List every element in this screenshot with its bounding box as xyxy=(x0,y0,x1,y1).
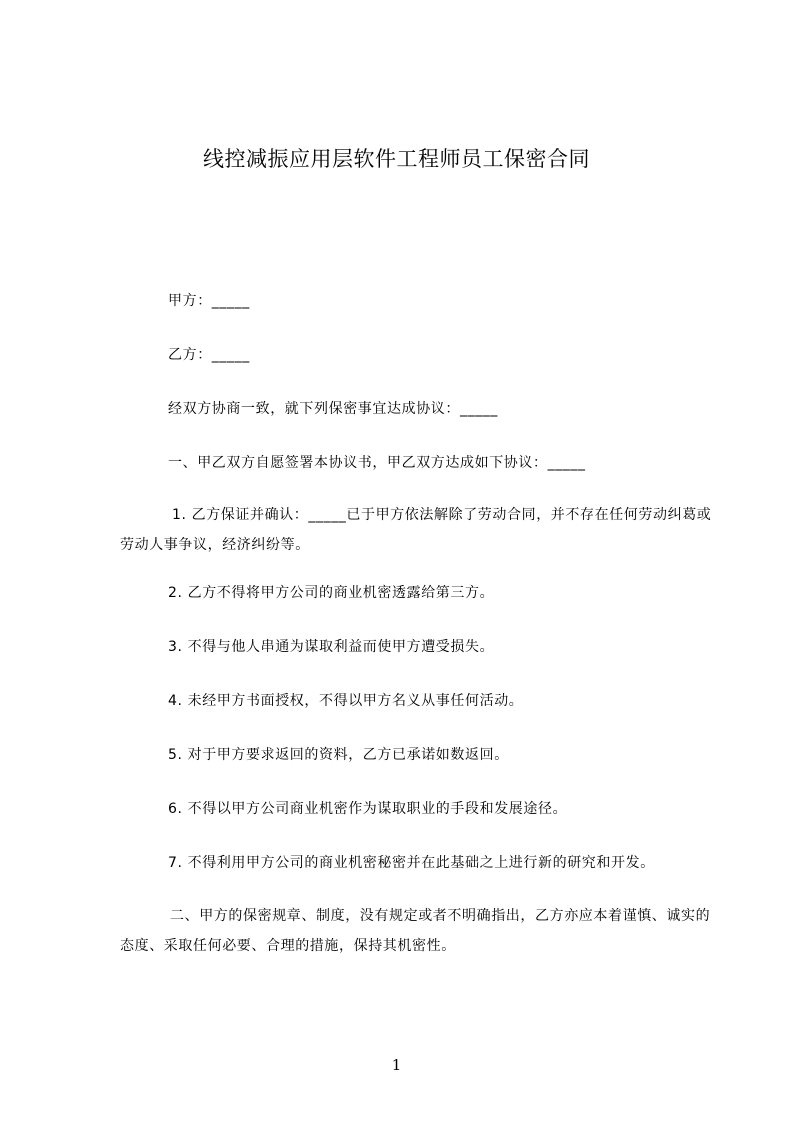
clause-3: 3. 不得与他人串通为谋取利益而使甲方遭受损失。 xyxy=(168,639,495,655)
party-a-line: 甲方：_____ xyxy=(168,293,250,309)
clause-7: 7. 不得利用甲方公司的商业机密秘密并在此基础之上进行新的研究和开发。 xyxy=(168,855,655,871)
clause-6: 6. 不得以甲方公司商业机密作为谋取职业的手段和发展途径。 xyxy=(168,801,568,817)
clause-4: 4. 未经甲方书面授权，不得以甲方名义从事任何活动。 xyxy=(168,693,524,709)
document-title: 线控减振应用层软件工程师员工保密合同 xyxy=(203,147,590,171)
clause-2: 2. 乙方不得将甲方公司的商业机密透露给第三方。 xyxy=(168,585,495,601)
clause-1: 1. 乙方保证并确认：_____已于甲方依法解除了劳动合同，并不存在任何劳动纠葛或劳动人事争议，经济纠纷等。 xyxy=(120,507,712,553)
party-b-line: 乙方：_____ xyxy=(168,347,250,363)
intro-paragraph: 经双方协商一致，就下列保密事宜达成协议：_____ xyxy=(168,401,498,417)
section-2-paragraph: 二、甲方的保密规章、制度，没有规定或者不明确指出，乙方亦应本着谨慎、诚实的态度、采取任何必要、合理的措施，保持其机密性。 xyxy=(120,908,711,954)
clause-5: 5. 对于甲方要求返回的资料，乙方已承诺如数返回。 xyxy=(168,747,509,763)
page-number: 1 xyxy=(391,1056,402,1074)
section-1-heading: 一、甲乙双方自愿签署本协议书，甲乙双方达成如下协议：_____ xyxy=(168,455,586,471)
